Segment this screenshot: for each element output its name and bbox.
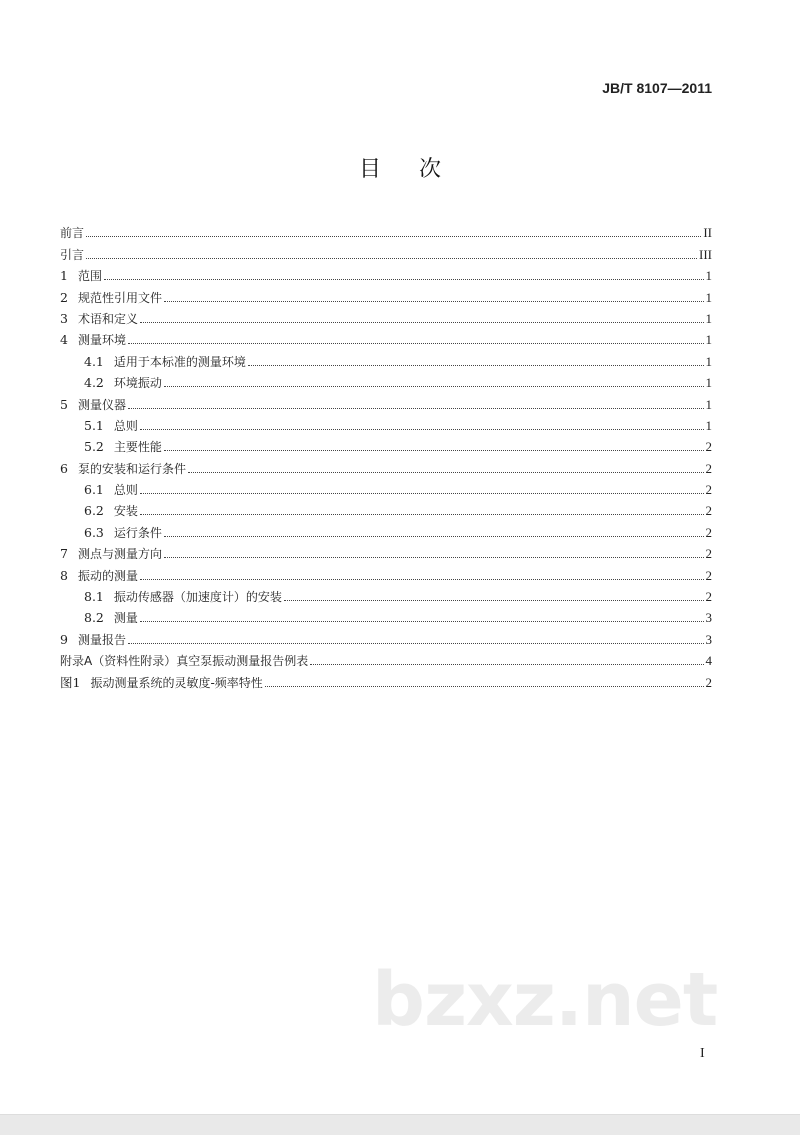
toc-entry-page: 1 [705,396,712,412]
toc-entry[interactable] [60,306,712,327]
toc-entry[interactable] [60,605,712,626]
toc-entry[interactable] [60,413,712,434]
dot-leader [284,600,704,601]
dot-leader [164,386,704,387]
toc-entry-label: 前言 [60,226,85,241]
toc-entry-label: 引言 [60,247,85,262]
toc-entry-page: 2 [705,460,712,476]
dot-leader [128,343,704,344]
toc-entry-label: 总则 [113,418,138,433]
toc-entry-page: 2 [705,503,712,519]
toc-entry[interactable] [60,391,712,412]
dot-leader [128,643,704,644]
toc-entry-number: 2 [60,289,68,305]
dot-leader [164,301,704,302]
toc-entry[interactable] [60,348,712,369]
toc-entry-number: 5 [60,396,68,412]
toc-entry-page: 1 [705,310,712,326]
toc-entry-label: 测量仪器 [77,397,126,412]
toc-entry-label: 测量报告 [77,632,126,647]
toc-entry-page: 2 [705,482,712,498]
toc-entry[interactable] [60,434,712,455]
dot-leader [188,472,704,473]
toc-entry[interactable] [60,370,712,391]
toc-entry-page: 1 [705,289,712,305]
dot-leader [140,322,704,323]
toc-entry-number: 4.2 [84,375,104,391]
toc-entry[interactable] [60,498,712,519]
dot-leader [164,557,704,558]
watermark: bzxz.net [372,957,718,1043]
toc-entry-page: 2 [705,567,712,583]
dot-leader [86,236,701,237]
dot-leader [104,279,704,280]
toc-entry[interactable] [60,626,712,647]
dot-leader [140,493,704,494]
toc-entry-number: 3 [60,310,68,326]
toc-entry[interactable] [60,477,712,498]
toc-entry-page: 2 [705,546,712,562]
toc-entry[interactable] [60,263,712,284]
page-number: I [700,1046,705,1061]
toc-entry-number: 7 [60,546,68,562]
toc-entry-label: 附录A（资料性附录）真空泵振动测量报告例表 [60,654,309,669]
toc-entry-number: 图1 [60,674,81,690]
toc-entry-page: 1 [705,417,712,433]
toc-entry-label: 测量 [113,611,138,626]
toc-entry-number: 6.1 [84,482,104,498]
toc-entry[interactable] [60,562,712,583]
toc-entry-page: 3 [705,631,712,647]
toc-entry-label: 总则 [113,483,138,498]
toc-entry-number: 8.2 [84,610,104,626]
dot-leader [140,579,704,580]
toc-entry-number: 1 [60,268,68,284]
dot-leader [128,408,704,409]
toc-entry-label: 主要性能 [113,440,162,455]
dot-leader [140,429,704,430]
toc-entry-number: 6.2 [84,503,104,519]
toc-entry-number: 9 [60,631,68,647]
toc-entry-label: 测量环境 [77,333,126,348]
toc-entry-page: 2 [705,524,712,540]
toc-entry-page: 2 [705,439,712,455]
toc-entry-page: 3 [705,610,712,626]
toc-entry-label: 泵的安装和运行条件 [77,461,186,476]
page-title: 目次 [358,157,479,182]
toc-entry[interactable] [60,541,712,562]
toc-entry-label: 环境振动 [113,376,162,391]
toc-entry[interactable] [60,669,712,690]
toc-entry-page: 1 [705,268,712,284]
dot-leader [265,686,704,687]
toc-entry-number: 4.1 [84,353,104,369]
toc-entry-label: 测点与测量方向 [77,547,162,562]
toc-entry-label: 适用于本标准的测量环境 [113,354,246,369]
toc-entry-number: 6 [60,460,68,476]
toc-entry-page: II [703,225,712,241]
dot-leader [164,536,704,537]
toc-entry-label: 范围 [77,269,102,284]
toc-entry[interactable] [60,284,712,305]
dot-leader [248,365,704,366]
dot-leader [140,514,704,515]
toc-entry-label: 规范性引用文件 [77,290,162,305]
dot-leader [86,258,697,259]
table-of-contents [60,220,712,691]
toc-entry-page: 2 [705,674,712,690]
toc-entry-page: 1 [705,353,712,369]
toc-entry-number: 4 [60,332,68,348]
toc-entry[interactable] [60,220,712,241]
toc-entry[interactable] [60,241,712,262]
bottom-scroll-band [0,1114,800,1135]
toc-entry[interactable] [60,519,712,540]
toc-entry-number: 8.1 [84,589,104,605]
toc-entry-label: 振动的测量 [77,568,138,583]
toc-entry-number: 5.1 [84,417,104,433]
toc-entry-label: 振动测量系统的灵敏度-频率特性 [90,675,263,690]
toc-entry-page: 1 [705,332,712,348]
dot-leader [310,664,703,665]
toc-entry-number: 8 [60,567,68,583]
toc-entry[interactable] [60,327,712,348]
dot-leader [164,450,704,451]
toc-entry-number: 5.2 [84,439,104,455]
toc-entry-label: 安装 [113,504,138,519]
toc-entry-page: III [699,246,712,262]
toc-entry-page: 1 [705,375,712,391]
toc-entry[interactable] [60,648,712,669]
toc-entry-number: 6.3 [84,524,104,540]
toc-entry-label: 运行条件 [113,525,162,540]
dot-leader [140,621,704,622]
toc-entry-label: 术语和定义 [77,311,138,326]
toc-entry-page: 4 [705,653,712,669]
standard-number: JB/T 8107—2011 [602,80,712,96]
toc-entry-label: 振动传感器（加速度计）的安装 [113,590,282,605]
toc-entry[interactable] [60,584,712,605]
toc-entry[interactable] [60,455,712,476]
toc-entry-page: 2 [705,589,712,605]
